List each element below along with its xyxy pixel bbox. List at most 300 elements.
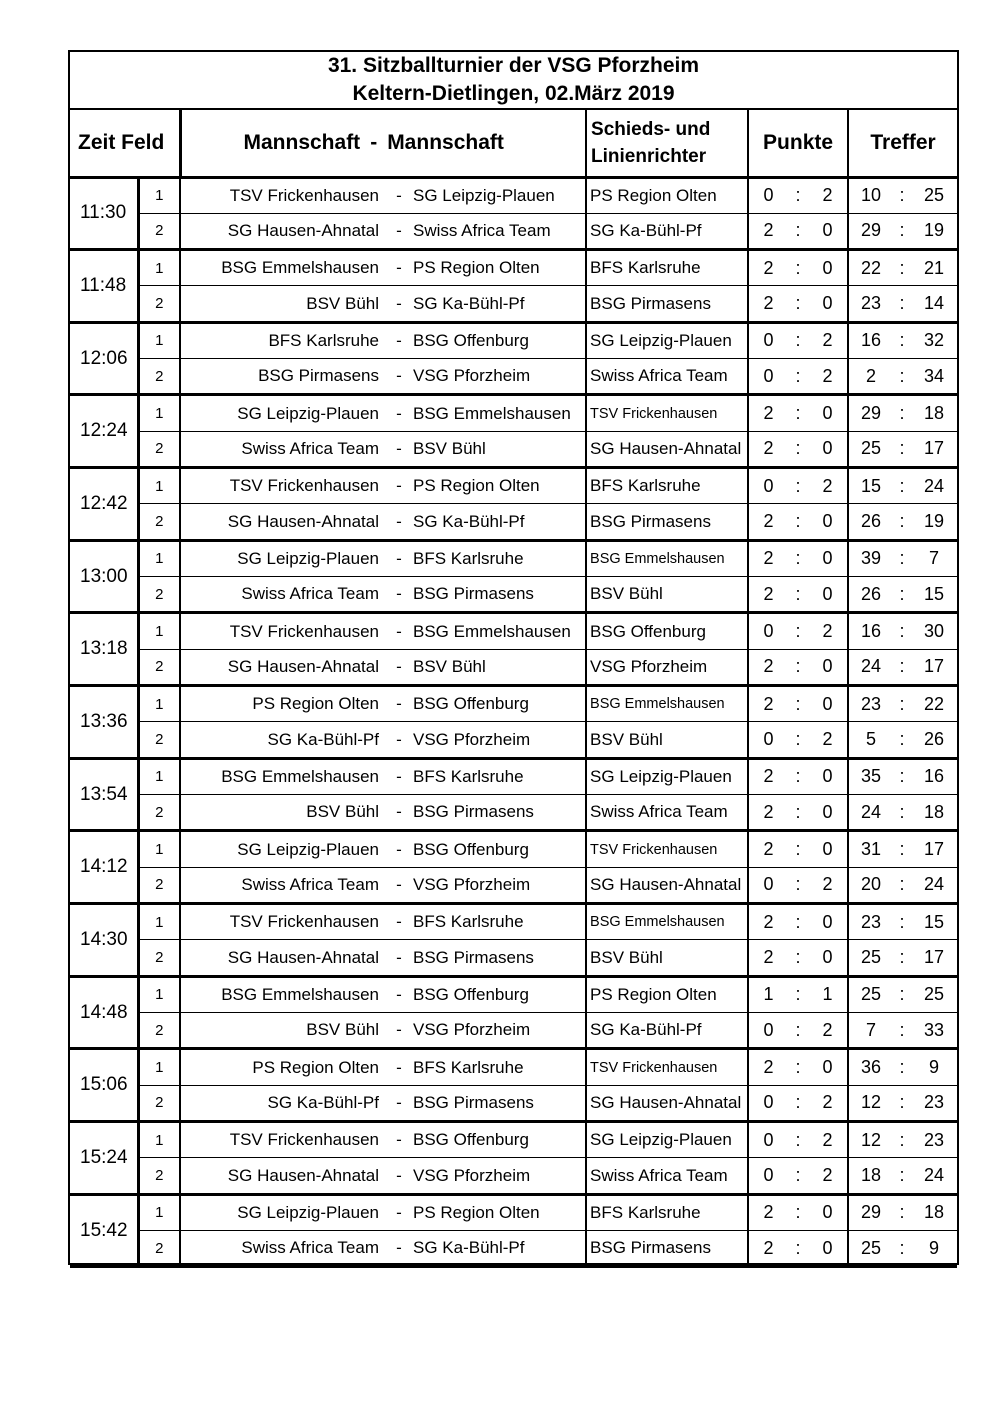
points-away: 2 — [808, 613, 848, 649]
hits-separator: : — [893, 395, 911, 431]
points-separator: : — [788, 1085, 808, 1121]
hits-home: 39 — [848, 540, 893, 576]
hits-away: 17 — [911, 940, 957, 976]
points-away: 0 — [808, 250, 848, 286]
hits-home: 20 — [848, 867, 893, 903]
hits-away: 22 — [911, 686, 957, 722]
team-separator: - — [389, 395, 409, 431]
points-separator: : — [788, 213, 808, 249]
hits-separator: : — [893, 831, 911, 867]
hits-separator: : — [893, 250, 911, 286]
hits-home: 24 — [848, 649, 893, 685]
match-field: 1 — [138, 758, 180, 794]
hits-home: 12 — [848, 1085, 893, 1121]
team-home: TSV Frickenhausen — [180, 1122, 389, 1158]
team-separator: - — [389, 504, 409, 540]
team-away: BSG Offenburg — [409, 1122, 586, 1158]
team-separator: - — [389, 468, 409, 504]
team-home: PS Region Olten — [180, 686, 389, 722]
points-away: 0 — [808, 1194, 848, 1230]
table-row — [70, 613, 957, 649]
points-away: 0 — [808, 1049, 848, 1085]
points-away: 0 — [808, 904, 848, 940]
points-separator: : — [788, 395, 808, 431]
hits-separator: : — [893, 1122, 911, 1158]
hits-separator: : — [893, 177, 911, 213]
match-field: 2 — [138, 867, 180, 903]
points-away: 2 — [808, 722, 848, 758]
points-home: 2 — [748, 1231, 788, 1267]
referee: BSV Bühl — [586, 722, 748, 758]
points-separator: : — [788, 904, 808, 940]
team-home: SG Hausen-Ahnatal — [180, 1158, 389, 1194]
hits-away: 15 — [911, 577, 957, 613]
match-time: 15:42 — [70, 1194, 138, 1267]
points-home: 0 — [748, 359, 788, 395]
referee: BSG Pirmasens — [586, 1231, 748, 1267]
hits-separator: : — [893, 359, 911, 395]
team-separator: - — [389, 904, 409, 940]
hits-away: 9 — [911, 1049, 957, 1085]
team-home: SG Hausen-Ahnatal — [180, 940, 389, 976]
hits-away: 7 — [911, 540, 957, 576]
team-separator: - — [389, 540, 409, 576]
match-time: 13:18 — [70, 613, 138, 686]
points-home: 0 — [748, 177, 788, 213]
table-row — [70, 867, 957, 903]
team-away: BFS Karlsruhe — [409, 758, 586, 794]
match-field: 1 — [138, 540, 180, 576]
referee: BSG Offenburg — [586, 613, 748, 649]
table-row — [70, 976, 957, 1012]
table-row — [70, 431, 957, 467]
referee: BSG Emmelshausen — [586, 540, 748, 576]
points-away: 0 — [808, 540, 848, 576]
hits-separator: : — [893, 904, 911, 940]
match-field: 1 — [138, 177, 180, 213]
team-separator: - — [389, 758, 409, 794]
team-home: Swiss Africa Team — [180, 431, 389, 467]
hits-separator: : — [893, 758, 911, 794]
header-mannschaft — [180, 110, 586, 177]
hits-separator: : — [893, 1158, 911, 1194]
points-away: 0 — [808, 795, 848, 831]
match-field: 2 — [138, 359, 180, 395]
hits-home: 31 — [848, 831, 893, 867]
points-home: 0 — [748, 613, 788, 649]
hits-away: 15 — [911, 904, 957, 940]
header-row — [70, 110, 957, 177]
team-separator: - — [389, 613, 409, 649]
table-row — [70, 504, 957, 540]
team-separator: - — [389, 649, 409, 685]
referee: SG Hausen-Ahnatal — [586, 431, 748, 467]
hits-away: 25 — [911, 976, 957, 1012]
hits-separator: : — [893, 540, 911, 576]
points-away: 0 — [808, 577, 848, 613]
team-separator: - — [389, 322, 409, 358]
team-home: Swiss Africa Team — [180, 1231, 389, 1267]
document-title — [70, 52, 957, 110]
team-separator: - — [389, 1122, 409, 1158]
table-row — [70, 1231, 957, 1267]
points-home: 0 — [748, 867, 788, 903]
match-time: 12:42 — [70, 468, 138, 541]
referee: BFS Karlsruhe — [586, 250, 748, 286]
points-separator: : — [788, 649, 808, 685]
points-separator: : — [788, 1158, 808, 1194]
hits-away: 23 — [911, 1085, 957, 1121]
referee: Swiss Africa Team — [586, 359, 748, 395]
team-home: BSG Emmelshausen — [180, 250, 389, 286]
table-row — [70, 831, 957, 867]
table-row — [70, 359, 957, 395]
points-away: 2 — [808, 468, 848, 504]
match-field: 1 — [138, 686, 180, 722]
team-home: SG Ka-Bühl-Pf — [180, 1085, 389, 1121]
points-separator: : — [788, 758, 808, 794]
hits-home: 35 — [848, 758, 893, 794]
hits-home: 36 — [848, 1049, 893, 1085]
team-away: SG Leipzig-Plauen — [409, 177, 586, 213]
referee: SG Leipzig-Plauen — [586, 322, 748, 358]
hits-home: 29 — [848, 213, 893, 249]
team-home: SG Leipzig-Plauen — [180, 540, 389, 576]
hits-separator: : — [893, 322, 911, 358]
points-separator: : — [788, 722, 808, 758]
match-field: 1 — [138, 1049, 180, 1085]
hits-away: 17 — [911, 649, 957, 685]
table-row — [70, 468, 957, 504]
referee: TSV Frickenhausen — [586, 395, 748, 431]
match-field: 1 — [138, 468, 180, 504]
hits-home: 25 — [848, 431, 893, 467]
points-away: 2 — [808, 322, 848, 358]
hits-home: 2 — [848, 359, 893, 395]
points-separator: : — [788, 940, 808, 976]
hits-home: 22 — [848, 250, 893, 286]
team-away: VSG Pforzheim — [409, 867, 586, 903]
points-separator: : — [788, 686, 808, 722]
referee: SG Leipzig-Plauen — [586, 758, 748, 794]
match-field: 2 — [138, 1158, 180, 1194]
hits-away: 19 — [911, 213, 957, 249]
team-away: PS Region Olten — [409, 1194, 586, 1230]
points-away: 1 — [808, 976, 848, 1012]
points-separator: : — [788, 1231, 808, 1267]
points-away: 0 — [808, 686, 848, 722]
team-separator: - — [389, 250, 409, 286]
points-home: 0 — [748, 1122, 788, 1158]
referee: TSV Frickenhausen — [586, 831, 748, 867]
hits-home: 26 — [848, 577, 893, 613]
hits-separator: : — [893, 1085, 911, 1121]
table-row — [70, 795, 957, 831]
referee: BFS Karlsruhe — [586, 1194, 748, 1230]
points-home: 2 — [748, 431, 788, 467]
header-mannschaft-2: Mannschaft — [387, 130, 504, 154]
hits-separator: : — [893, 577, 911, 613]
table-row — [70, 213, 957, 249]
hits-away: 32 — [911, 322, 957, 358]
points-separator: : — [788, 359, 808, 395]
team-away: BSG Emmelshausen — [409, 613, 586, 649]
hits-separator: : — [893, 504, 911, 540]
table-row — [70, 540, 957, 576]
team-separator: - — [389, 686, 409, 722]
points-separator: : — [788, 177, 808, 213]
points-away: 2 — [808, 1085, 848, 1121]
match-table-body — [70, 177, 957, 1267]
hits-home: 15 — [848, 468, 893, 504]
points-separator: : — [788, 250, 808, 286]
team-away: BSG Offenburg — [409, 831, 586, 867]
team-separator: - — [389, 431, 409, 467]
table-row — [70, 1049, 957, 1085]
team-separator: - — [389, 976, 409, 1012]
team-separator: - — [389, 940, 409, 976]
team-away: VSG Pforzheim — [409, 1158, 586, 1194]
header-treffer: Treffer — [848, 110, 957, 177]
hits-home: 23 — [848, 286, 893, 322]
referee: VSG Pforzheim — [586, 649, 748, 685]
points-home: 2 — [748, 540, 788, 576]
points-away: 0 — [808, 395, 848, 431]
table-row — [70, 577, 957, 613]
match-time: 14:48 — [70, 976, 138, 1049]
team-home: BFS Karlsruhe — [180, 322, 389, 358]
points-separator: : — [788, 504, 808, 540]
match-field: 1 — [138, 322, 180, 358]
points-away: 0 — [808, 213, 848, 249]
referee: SG Ka-Bühl-Pf — [586, 213, 748, 249]
header-schieds-line-1: Schieds- und — [591, 118, 711, 140]
match-field: 1 — [138, 831, 180, 867]
hits-separator: : — [893, 722, 911, 758]
match-field: 1 — [138, 1194, 180, 1230]
hits-home: 18 — [848, 1158, 893, 1194]
points-home: 2 — [748, 649, 788, 685]
table-row — [70, 904, 957, 940]
hits-away: 14 — [911, 286, 957, 322]
points-separator: : — [788, 468, 808, 504]
hits-away: 18 — [911, 795, 957, 831]
team-away: BSG Pirmasens — [409, 1085, 586, 1121]
points-home: 2 — [748, 250, 788, 286]
hits-away: 16 — [911, 758, 957, 794]
team-home: BSV Bühl — [180, 286, 389, 322]
team-home: PS Region Olten — [180, 1049, 389, 1085]
team-away: BFS Karlsruhe — [409, 540, 586, 576]
points-home: 0 — [748, 322, 788, 358]
team-away: BSV Bühl — [409, 649, 586, 685]
points-away: 0 — [808, 940, 848, 976]
team-away: PS Region Olten — [409, 250, 586, 286]
team-separator: - — [389, 831, 409, 867]
referee: SG Ka-Bühl-Pf — [586, 1013, 748, 1049]
referee: BSG Emmelshausen — [586, 686, 748, 722]
hits-home: 5 — [848, 722, 893, 758]
hits-away: 34 — [911, 359, 957, 395]
points-home: 2 — [748, 504, 788, 540]
team-separator: - — [389, 722, 409, 758]
referee: SG Hausen-Ahnatal — [586, 867, 748, 903]
team-home: TSV Frickenhausen — [180, 177, 389, 213]
hits-away: 9 — [911, 1231, 957, 1267]
points-separator: : — [788, 322, 808, 358]
points-separator: : — [788, 540, 808, 576]
table-row — [70, 758, 957, 794]
hits-home: 24 — [848, 795, 893, 831]
match-time: 11:48 — [70, 250, 138, 323]
team-home: SG Hausen-Ahnatal — [180, 504, 389, 540]
points-away: 0 — [808, 431, 848, 467]
team-away: BSG Offenburg — [409, 686, 586, 722]
match-time: 13:54 — [70, 758, 138, 831]
hits-separator: : — [893, 1194, 911, 1230]
hits-separator: : — [893, 431, 911, 467]
points-home: 2 — [748, 395, 788, 431]
referee: PS Region Olten — [586, 976, 748, 1012]
hits-away: 23 — [911, 1122, 957, 1158]
team-separator: - — [389, 867, 409, 903]
hits-away: 26 — [911, 722, 957, 758]
table-row — [70, 1085, 957, 1121]
team-separator: - — [389, 1158, 409, 1194]
points-home: 0 — [748, 722, 788, 758]
match-time: 12:06 — [70, 322, 138, 395]
hits-separator: : — [893, 686, 911, 722]
points-separator: : — [788, 286, 808, 322]
team-away: BFS Karlsruhe — [409, 1049, 586, 1085]
referee: SG Leipzig-Plauen — [586, 1122, 748, 1158]
schedule-sheet — [68, 50, 959, 1265]
points-away: 2 — [808, 1122, 848, 1158]
referee: Swiss Africa Team — [586, 1158, 748, 1194]
match-time: 11:30 — [70, 177, 138, 250]
title-line-2: Keltern-Dietlingen, 02.März 2019 — [352, 82, 675, 105]
hits-away: 18 — [911, 1194, 957, 1230]
hits-home: 26 — [848, 504, 893, 540]
table-row — [70, 1158, 957, 1194]
table-row — [70, 1122, 957, 1158]
table-row — [70, 1194, 957, 1230]
team-away: SG Ka-Bühl-Pf — [409, 504, 586, 540]
team-separator: - — [389, 286, 409, 322]
hits-separator: : — [893, 613, 911, 649]
team-home: Swiss Africa Team — [180, 867, 389, 903]
team-home: BSG Pirmasens — [180, 359, 389, 395]
match-time: 13:36 — [70, 686, 138, 759]
referee: BSG Pirmasens — [586, 504, 748, 540]
team-home: SG Ka-Bühl-Pf — [180, 722, 389, 758]
header-punkte: Punkte — [748, 110, 848, 177]
hits-home: 29 — [848, 1194, 893, 1230]
hits-home: 25 — [848, 940, 893, 976]
points-separator: : — [788, 613, 808, 649]
team-away: BSG Offenburg — [409, 976, 586, 1012]
team-separator: - — [389, 213, 409, 249]
points-home: 2 — [748, 1049, 788, 1085]
team-home: Swiss Africa Team — [180, 577, 389, 613]
header-dash: - — [370, 130, 378, 154]
points-home: 2 — [748, 1194, 788, 1230]
points-away: 2 — [808, 177, 848, 213]
points-away: 0 — [808, 831, 848, 867]
points-home: 2 — [748, 795, 788, 831]
match-field: 1 — [138, 395, 180, 431]
points-home: 1 — [748, 976, 788, 1012]
header-zeit-feld: Zeit Feld — [70, 110, 180, 177]
hits-home: 12 — [848, 1122, 893, 1158]
table-row — [70, 649, 957, 685]
match-field: 2 — [138, 795, 180, 831]
team-away: Swiss Africa Team — [409, 213, 586, 249]
team-home: BSV Bühl — [180, 1013, 389, 1049]
hits-away: 17 — [911, 431, 957, 467]
team-home: SG Hausen-Ahnatal — [180, 649, 389, 685]
team-separator: - — [389, 177, 409, 213]
team-separator: - — [389, 577, 409, 613]
table-row — [70, 250, 957, 286]
match-table — [70, 110, 957, 1268]
hits-separator: : — [893, 649, 911, 685]
points-home: 2 — [748, 213, 788, 249]
points-separator: : — [788, 867, 808, 903]
team-home: BSG Emmelshausen — [180, 976, 389, 1012]
referee: BSV Bühl — [586, 577, 748, 613]
points-home: 2 — [748, 758, 788, 794]
header-mannschaft-1: Mannschaft — [243, 130, 361, 154]
points-home: 2 — [748, 286, 788, 322]
points-away: 2 — [808, 1158, 848, 1194]
hits-home: 29 — [848, 395, 893, 431]
team-home: SG Leipzig-Plauen — [180, 831, 389, 867]
team-separator: - — [389, 1194, 409, 1230]
hits-separator: : — [893, 867, 911, 903]
hits-separator: : — [893, 940, 911, 976]
match-field: 2 — [138, 649, 180, 685]
referee: BSG Pirmasens — [586, 286, 748, 322]
hits-separator: : — [893, 286, 911, 322]
points-away: 0 — [808, 758, 848, 794]
points-away: 0 — [808, 649, 848, 685]
team-separator: - — [389, 795, 409, 831]
points-home: 0 — [748, 1013, 788, 1049]
hits-separator: : — [893, 1049, 911, 1085]
hits-away: 18 — [911, 395, 957, 431]
referee: BSV Bühl — [586, 940, 748, 976]
points-separator: : — [788, 577, 808, 613]
points-away: 0 — [808, 1231, 848, 1267]
match-field: 2 — [138, 1231, 180, 1267]
points-separator: : — [788, 1013, 808, 1049]
header-schieds-line-2: Linienrichter — [591, 145, 707, 167]
hits-separator: : — [893, 1013, 911, 1049]
hits-away: 25 — [911, 177, 957, 213]
match-time: 15:06 — [70, 1049, 138, 1122]
points-away: 2 — [808, 867, 848, 903]
match-field: 1 — [138, 613, 180, 649]
points-separator: : — [788, 431, 808, 467]
hits-home: 16 — [848, 322, 893, 358]
match-field: 2 — [138, 577, 180, 613]
table-row — [70, 322, 957, 358]
team-separator: - — [389, 359, 409, 395]
hits-home: 10 — [848, 177, 893, 213]
match-field: 1 — [138, 976, 180, 1012]
referee: Swiss Africa Team — [586, 795, 748, 831]
